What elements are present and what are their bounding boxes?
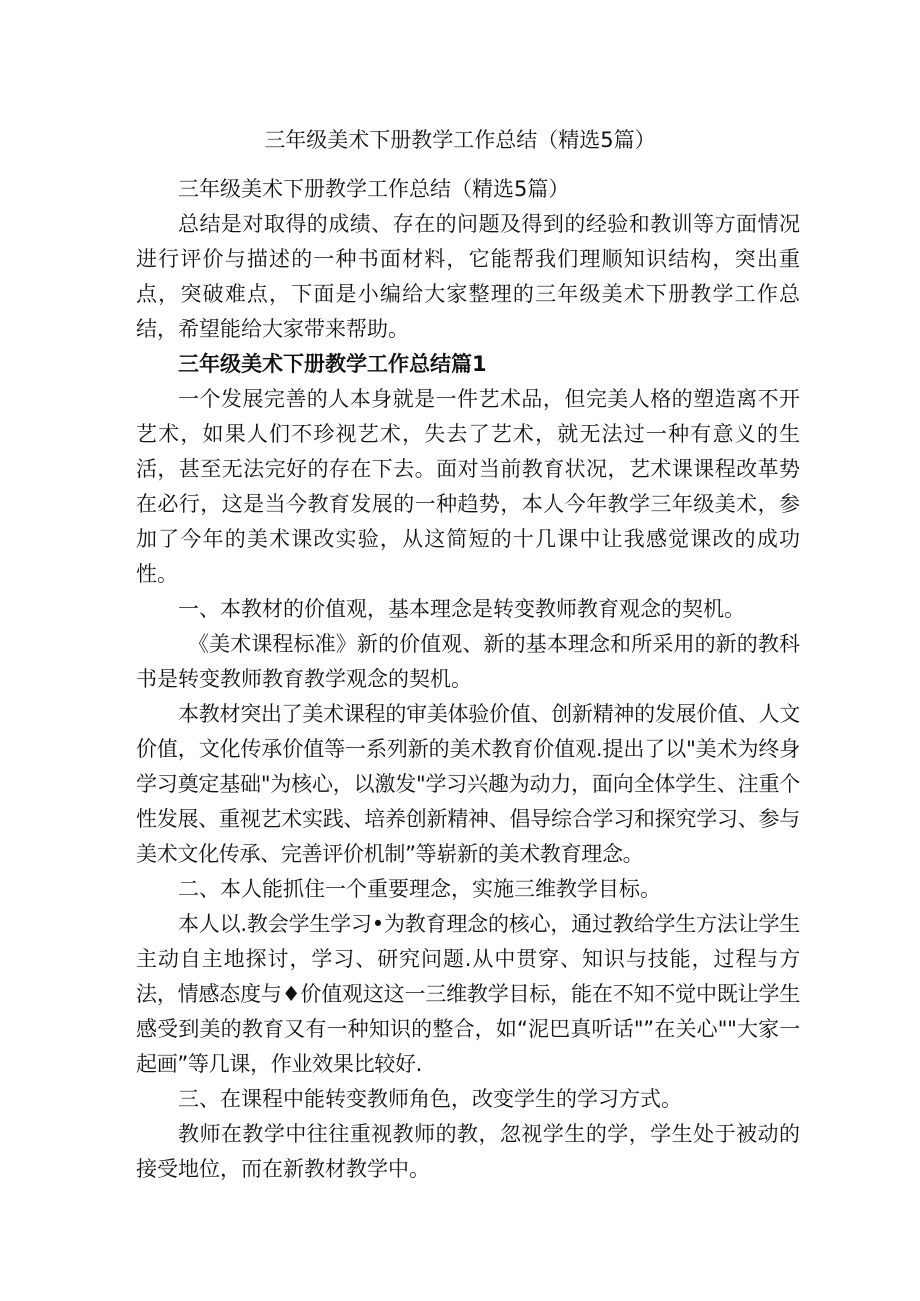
document-title: 三年级美术下册教学工作总结（精选5篇） [264, 128, 656, 152]
point-heading: 一、本教材的价值观，基本理念是转变教师教育观念的契机。 [178, 597, 745, 621]
body-paragraph: 《美术课程标准》新的价值观、新的基本理念和所采用的新的教科书是转变教师教育教学观念的契机。 [136, 632, 800, 691]
intro-paragraph: 总结是对取得的成绩、存在的问题及得到的经验和教训等方面情况进行评价与描述的一种书面材料，它能帮我们理顺知识结构，突出重点，突破难点，下面是小编给大家整理的三年级美术下册教学工作总结，希望能给大家带来帮助。 [136, 212, 800, 341]
body-paragraph: 本人以.教会学生学习•为教育理念的核心，通过教给学生方法让学生主动自主地探讨，学习、研究问题.从中贯穿、知识与技能，过程与方法，情感态度与♦价值观这这一三维教学目标，能在不知不觉中既让学生感受到美的教育又有一种知识的整合，如“泥巴真听话"”在关心""大家一起画”等几课，作业效果比较好. [136, 912, 800, 1076]
document-body [136, 172, 800, 1187]
point-heading: 二、本人能抓住一个重要理念，实施三维教学目标。 [178, 877, 661, 901]
body-paragraph: 本教材突出了美术课程的审美体验价值、创新精神的发展价值、人文价值，文化传承价值等一系列新的美术教育价值观.提出了以"美术为终身学习奠定基础"为核心，以激发"学习兴趣为动力，面向全体学生、注重个性发展、重视艺术实践、培养创新精神、倡导综合学习和探究学习、参与美术文化传承、完善评价机制”等崭新的美术教育理念。 [136, 702, 800, 866]
body-paragraph: 一个发展完善的人本身就是一件艺术品，但完美人格的塑造离不开艺术，如果人们不珍视艺术，失去了艺术，就无法过一种有意义的生活，甚至无法完好的存在下去。面对当前教育状况，艺术课课程改革势在必行，这是当今教育发展的一种趋势，本人今年教学三年级美术，参加了今年的美术课改实验，从这简短的十几课中让我感觉课改的成功性。 [136, 387, 800, 586]
body-paragraph: 教师在教学中往往重视教师的教，忽视学生的学，学生处于被动的接受地位，而在新教材教学中。 [136, 1122, 800, 1181]
point-heading: 三、在课程中能转变教师角色，改变学生的学习方式。 [178, 1087, 682, 1111]
section-heading: 三年级美术下册教学工作总结篇1 [178, 352, 487, 376]
subtitle-paragraph: 三年级美术下册教学工作总结（精选5篇） [178, 177, 570, 201]
